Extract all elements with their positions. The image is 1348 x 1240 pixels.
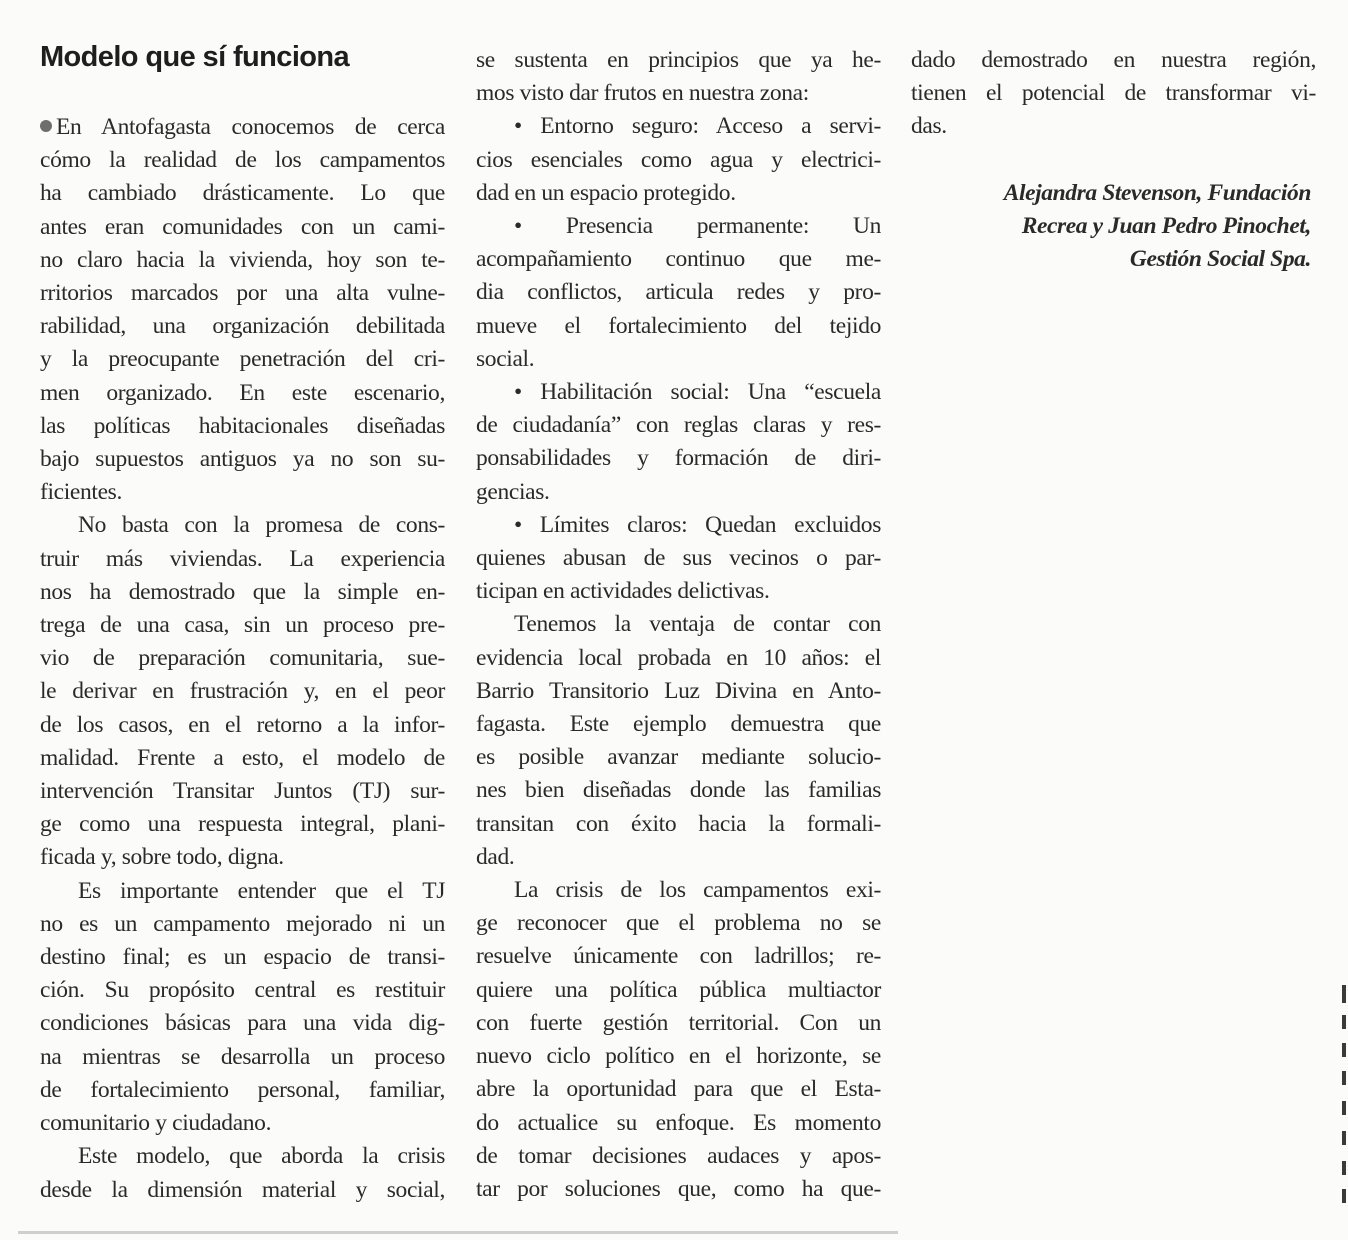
article-line [40, 675, 445, 708]
author-signature [911, 177, 1311, 277]
adjacent-column-edge [1342, 985, 1348, 1205]
article-line-text: desde la dimensión material y social, [40, 1176, 445, 1203]
article-line-text: ge reconocer que el problema no se [476, 910, 881, 937]
article-line [40, 1007, 445, 1040]
article-line-text: malidad. Frente a esto, el modelo de [40, 744, 445, 771]
article-line [476, 1040, 881, 1073]
article-line-text: con fuerte gestión territorial. Con un [476, 1009, 881, 1036]
article-line-text: mueve el fortalecimiento del tejido [476, 312, 881, 339]
article-line [476, 409, 881, 442]
article-line [40, 908, 445, 941]
article-line [40, 841, 445, 874]
article-line [40, 476, 445, 509]
article-line [476, 509, 881, 542]
article-line [476, 243, 881, 276]
article-line-text: rabilidad, una organización debilitada [40, 313, 445, 340]
article-line-text: comunitario y ciudadano. [40, 1110, 272, 1137]
article-line [476, 741, 881, 774]
article-line-text: nos ha demostrado que la simple en- [40, 578, 445, 605]
article-line-text: vio de preparación comunitaria, sue- [40, 645, 445, 672]
article-line-text: ticipan en actividades delictivas. [476, 578, 770, 605]
article-line-text: dia conflictos, articula redes y pro- [476, 279, 881, 306]
article-line [476, 1173, 881, 1206]
article-line-text: dad en un espacio protegido. [476, 179, 736, 206]
article-line [476, 1007, 881, 1040]
signature-line: Gestión Social Spa. [1129, 246, 1311, 273]
article-line [40, 1174, 445, 1207]
article-line-text: truir más viviendas. La experiencia [40, 545, 445, 572]
article-line-text: de fortalecimiento personal, familiar, [40, 1076, 445, 1103]
article-line-text: de tomar decisiones audaces y apos- [476, 1142, 881, 1169]
article-line [476, 608, 881, 641]
article-line-text: das. [911, 113, 947, 140]
article-line-text: de los casos, en el retorno a la infor- [40, 711, 445, 738]
article-line [40, 144, 445, 177]
article-line [476, 542, 881, 575]
article-line-text: dad. [476, 843, 515, 870]
article-line-text: ficada y, sobre todo, digna. [40, 844, 284, 871]
article-line [476, 310, 881, 343]
article-line [911, 77, 1316, 110]
article-line [476, 144, 881, 177]
article-line-text: • Habilitación social: Una “escuela [514, 379, 881, 406]
article-line-text: quiere una política pública multiactor [476, 976, 881, 1003]
article-line [476, 44, 881, 77]
article-line-text: quienes abusan de sus vecinos o par- [476, 545, 881, 572]
article-column-3 [911, 44, 1316, 144]
signature-line: Recrea y Juan Pedro Pinochet, [1021, 213, 1311, 240]
article-line-text: las políticas habitacionales diseñadas [40, 412, 445, 439]
article-line [476, 841, 881, 874]
article-line-text: social. [476, 345, 535, 372]
article-line [911, 44, 1316, 77]
article-line [40, 808, 445, 841]
article-line-text: do actualice su enfoque. Es momento [476, 1109, 881, 1136]
article-line-text: ponsabilidades y formación de diri- [476, 445, 881, 472]
article-line [476, 177, 881, 210]
article-line [40, 410, 445, 443]
article-line-text: no claro hacia la vivienda, hoy son te- [40, 246, 445, 273]
article-line-text: no es un campamento mejorado ni un [40, 910, 445, 937]
article-line [476, 808, 881, 841]
article-line [476, 575, 881, 608]
article-headline: Modelo que sí funciona [40, 41, 350, 73]
article-line [40, 742, 445, 775]
article-line [40, 642, 445, 675]
article-line [40, 1074, 445, 1107]
article-line [476, 642, 881, 675]
article-line-text: men organizado. En este escenario, [40, 379, 445, 406]
article-line-text: condiciones básicas para una vida dig- [40, 1010, 445, 1037]
article-line-text: bajo supuestos antiguos ya no son su- [40, 446, 445, 473]
article-line [476, 774, 881, 807]
article-line-text: Es importante entender que el TJ [78, 877, 445, 904]
article-line-text: Este modelo, que aborda la crisis [78, 1143, 445, 1170]
article-line-text: gencias. [476, 478, 550, 505]
article-line-text: ha cambiado drásticamente. Lo que [40, 180, 445, 207]
article-line [40, 310, 445, 343]
article-line [476, 974, 881, 1007]
article-line [476, 874, 881, 907]
article-line [40, 1041, 445, 1074]
article-line [40, 576, 445, 609]
article-line-text: de ciudadanía” con reglas claras y res- [476, 412, 881, 439]
article-line-text: le derivar en frustración y, en el peor [40, 678, 445, 705]
article-line [40, 277, 445, 310]
article-line-text: Barrio Transitorio Luz Divina en Anto- [476, 677, 881, 704]
article-line-text: intervención Transitar Juntos (TJ) sur- [40, 778, 445, 805]
article-line-text: acompañamiento continuo que me- [476, 246, 881, 273]
article-line-text: transitan con éxito hacia la formali- [476, 810, 881, 837]
article-line [476, 1073, 881, 1106]
article-line [40, 1140, 445, 1173]
article-line [40, 343, 445, 376]
lead-bullet-icon [40, 120, 52, 132]
article-line [40, 244, 445, 277]
article-line-text: • Límites claros: Quedan excluidos [514, 511, 881, 538]
article-line-text: • Presencia permanente: Un [514, 213, 881, 240]
article-line-text: y la preocupante penetración del cri- [40, 346, 445, 373]
article-line [40, 111, 445, 144]
article-line-text: na mientras se desarrolla un proceso [40, 1043, 445, 1070]
article-line [476, 476, 881, 509]
article-line-text: tar por soluciones que, como ha que- [476, 1175, 881, 1202]
article-line [476, 675, 881, 708]
article-line-text: trega de una casa, sin un proceso pre- [40, 612, 445, 639]
article-line-text: rritorios marcados por una alta vulne- [40, 280, 445, 307]
article-line [40, 1107, 445, 1140]
article-line [476, 1140, 881, 1173]
article-line-text: resuelve únicamente con ladrillos; re- [476, 943, 881, 970]
article-line-text: En Antofagasta conocemos de cerca [56, 114, 445, 140]
article-line [476, 110, 881, 143]
article-line [476, 276, 881, 309]
article-line-text: cómo la realidad de los campamentos [40, 147, 445, 174]
article-line-text: mos visto dar frutos en nuestra zona: [476, 80, 809, 107]
article-line-text: • Entorno seguro: Acceso a servi- [514, 113, 881, 140]
article-line-text: se sustenta en principios que ya he- [476, 47, 881, 73]
article-line-text: es posible avanzar mediante solucio- [476, 744, 881, 771]
article-line-text: ficientes. [40, 479, 122, 506]
article-line [476, 210, 881, 243]
article-line [40, 974, 445, 1007]
article-column-2 [476, 44, 881, 1206]
article-line [40, 875, 445, 908]
article-line-text: destino final; es un espacio de transi- [40, 944, 445, 971]
article-line-text: nes bien diseñadas donde las familias [476, 777, 881, 804]
signature-line: Alejandra Stevenson, Fundación [1003, 180, 1311, 206]
article-line [476, 907, 881, 940]
bottom-rule [18, 1231, 898, 1234]
article-line-text: dado demostrado en nuestra región, [911, 47, 1316, 73]
article-line-text: No basta con la promesa de cons- [78, 512, 445, 539]
article-line [40, 377, 445, 410]
article-line [476, 343, 881, 376]
article-line [476, 1107, 881, 1140]
article-line [476, 77, 881, 110]
article-line-text: cios esenciales como agua y electrici- [476, 146, 881, 173]
article-line-text: nuevo ciclo político en el horizonte, se [476, 1043, 881, 1070]
article-line [40, 443, 445, 476]
article-line [40, 509, 445, 542]
article-line-text: Tenemos la ventaja de contar con [514, 611, 881, 638]
article-line-text: ge como una respuesta integral, plani- [40, 811, 445, 838]
article-line [40, 177, 445, 210]
article-line-text: La crisis de los campamentos exi- [514, 877, 881, 904]
article-line [476, 376, 881, 409]
article-line [476, 708, 881, 741]
article-line-text: fagasta. Este ejemplo demuestra que [476, 711, 881, 738]
article-line [40, 709, 445, 742]
article-line-text: tienen el potencial de transformar vi- [911, 80, 1316, 107]
article-line [40, 941, 445, 974]
article-line [40, 775, 445, 808]
article-line-text: antes eran comunidades con un cami- [40, 213, 445, 240]
article-line [40, 211, 445, 244]
article-line [476, 940, 881, 973]
article-line [476, 442, 881, 475]
article-line [40, 609, 445, 642]
article-line-text: evidencia local probada en 10 años: el [476, 644, 881, 671]
article-line [40, 543, 445, 576]
article-column-1 [40, 111, 445, 1207]
article-line-text: abre la oportunidad para que el Esta- [476, 1076, 881, 1103]
article-line [911, 110, 1316, 143]
article-line-text: ción. Su propósito central es restituir [40, 977, 445, 1004]
